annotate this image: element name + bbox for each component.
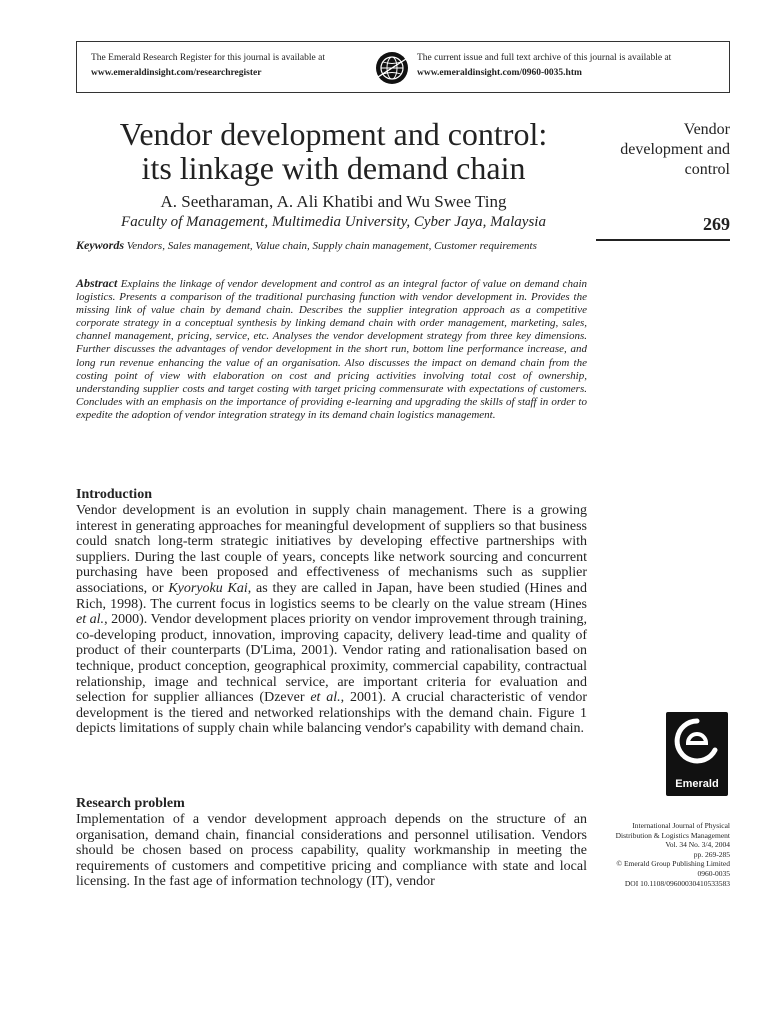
abstract-text: Explains the linkage of vendor development and control as an integral factor of value on demand chain logistics. Presents a comparison of the traditional purchasing function with vendor development in. Provides the missing link of value chain by demand chain. Describes the supplier integration approach as a competitive corporate strategy in a conceptual synthesis by linking demand chain with order management, marketing, sales, channel management, pricing, service, etc. Analyses the vendor development strategy from three key dimensions. Further discusses the advantages of vendor development in the short run, bottom line performance increase, and long run revenue enhancing the value of an organisation. Also discusses the impact on demand chain from the costing point of view with elaboration on cost and pricing activities involving total cost of ownership, understanding supplier costs and target costing with target pricing commensurate with expectations of customers. Concludes with an emphasis on the importance of providing e-learning and upgrading the skills of staff in order to expedite the adoption of vendor integration strategy in its demand chain logistics management. <box>76 278 587 421</box>
research-problem-heading: Research problem <box>76 796 185 811</box>
journal-info <box>592 821 730 888</box>
running-head-line-2: development and <box>620 141 730 158</box>
research-register-link[interactable]: www.emeraldinsight.com/researchregister <box>91 68 262 78</box>
keywords <box>76 238 591 254</box>
title-line-1: Vendor development and control: <box>119 116 548 152</box>
running-head <box>596 120 730 180</box>
abstract-label: Abstract <box>76 276 118 290</box>
journal-pages: pp. 269-285 <box>693 849 730 859</box>
globe-icon <box>375 51 409 85</box>
intro-italic-etal-1: et al. <box>76 612 105 628</box>
intro-italic-term: Kyoryoku Kai <box>168 580 248 596</box>
journal-name-line-2: Distribution & Logistics Management <box>615 830 730 840</box>
banner-right <box>417 51 727 81</box>
emerald-logo <box>666 712 728 796</box>
abstract <box>76 277 587 422</box>
research-problem-paragraph: Implementation of a vendor development approach depends on the structure of an organisation, demand chain, financial considerations and personnel utilisation. Vendors should be chosen based on process capability, quality workmanship in meeting the requirements of customers and competitive pricing and compliance with state and local licensing. In the fast age of information technology (IT), vendor <box>76 812 587 890</box>
margin-divider <box>596 239 730 241</box>
journal-copyright: © Emerald Group Publishing Limited <box>616 859 730 869</box>
running-head-line-3: control <box>684 161 730 178</box>
banner-left-text: The Emerald Research Register for this journal is available at <box>91 53 325 63</box>
page-number: 269 <box>703 214 730 234</box>
journal-name-line-1: International Journal of Physical <box>632 821 730 830</box>
intro-text-d: , 2001). A crucial characteristic of vendor development is the tiered and networked relationships with the demand chain. Figure 1 depicts limitations of supply chain while balancing vendor's capability with demand chain. <box>76 690 587 737</box>
journal-volume: Vol. 34 No. 3/4, 2004 <box>665 840 730 850</box>
article-title <box>76 117 591 185</box>
introduction-paragraph <box>76 503 587 737</box>
keywords-text: Vendors, Sales management, Value chain, Supply chain management, Customer requirements <box>126 240 537 252</box>
author-list: A. Seetharaman, A. Ali Khatibi and Wu Swee Ting <box>160 192 507 211</box>
logo-label: Emerald <box>675 778 719 790</box>
intro-text-a: Vendor development is an evolution in supply chain management. There is a growing interest in generating approaches for meaningful development of suppliers so that business could snatch long-term strategic initiatives by developing effective partnerships with suppliers. During the last couple of years, concepts like network sourcing and concurrent purchasing have been proposed and effectiveness of mechanisms such as supplier associations, or <box>76 503 587 596</box>
affiliation: Faculty of Management, Multimedia University, Cyber Jaya, Malaysia <box>121 214 546 230</box>
emerald-e-icon <box>666 712 728 774</box>
title-line-2: its linkage with demand chain <box>141 150 526 186</box>
keywords-label: Keywords <box>76 238 124 252</box>
journal-archive-link[interactable]: www.emeraldinsight.com/0960-0035.htm <box>417 68 582 78</box>
running-head-line-1: Vendor <box>683 121 730 138</box>
access-banner <box>76 41 730 93</box>
introduction-heading: Introduction <box>76 487 152 502</box>
intro-text-b: , as they are called in Japan, have been studied (Hines and Rich, 1998). The current focus in logistics seems to be clearly on the value stream (Hines <box>76 580 587 612</box>
banner-right-text: The current issue and full text archive of this journal is available at <box>417 53 672 63</box>
journal-issn: 0960-0035 <box>697 868 730 878</box>
intro-text-c: , 2000). Vendor development places priority on vendor improvement through training, co-developing product, innovation, improving capacity, delivery lead-time and quality of product of their counterparts (D'Lima, 2001). Vendor rating and rationalisation based on technique, product conception, geographical proximity, commercial capability, contractual relationship, image and technical service, are important criteria for evaluation and selection for supplier alliances (Dzever <box>76 612 587 706</box>
intro-italic-etal-2: et al. <box>310 690 341 706</box>
banner-left <box>91 51 381 81</box>
journal-doi[interactable]: DOI 10.1108/09600030410533583 <box>624 878 730 888</box>
